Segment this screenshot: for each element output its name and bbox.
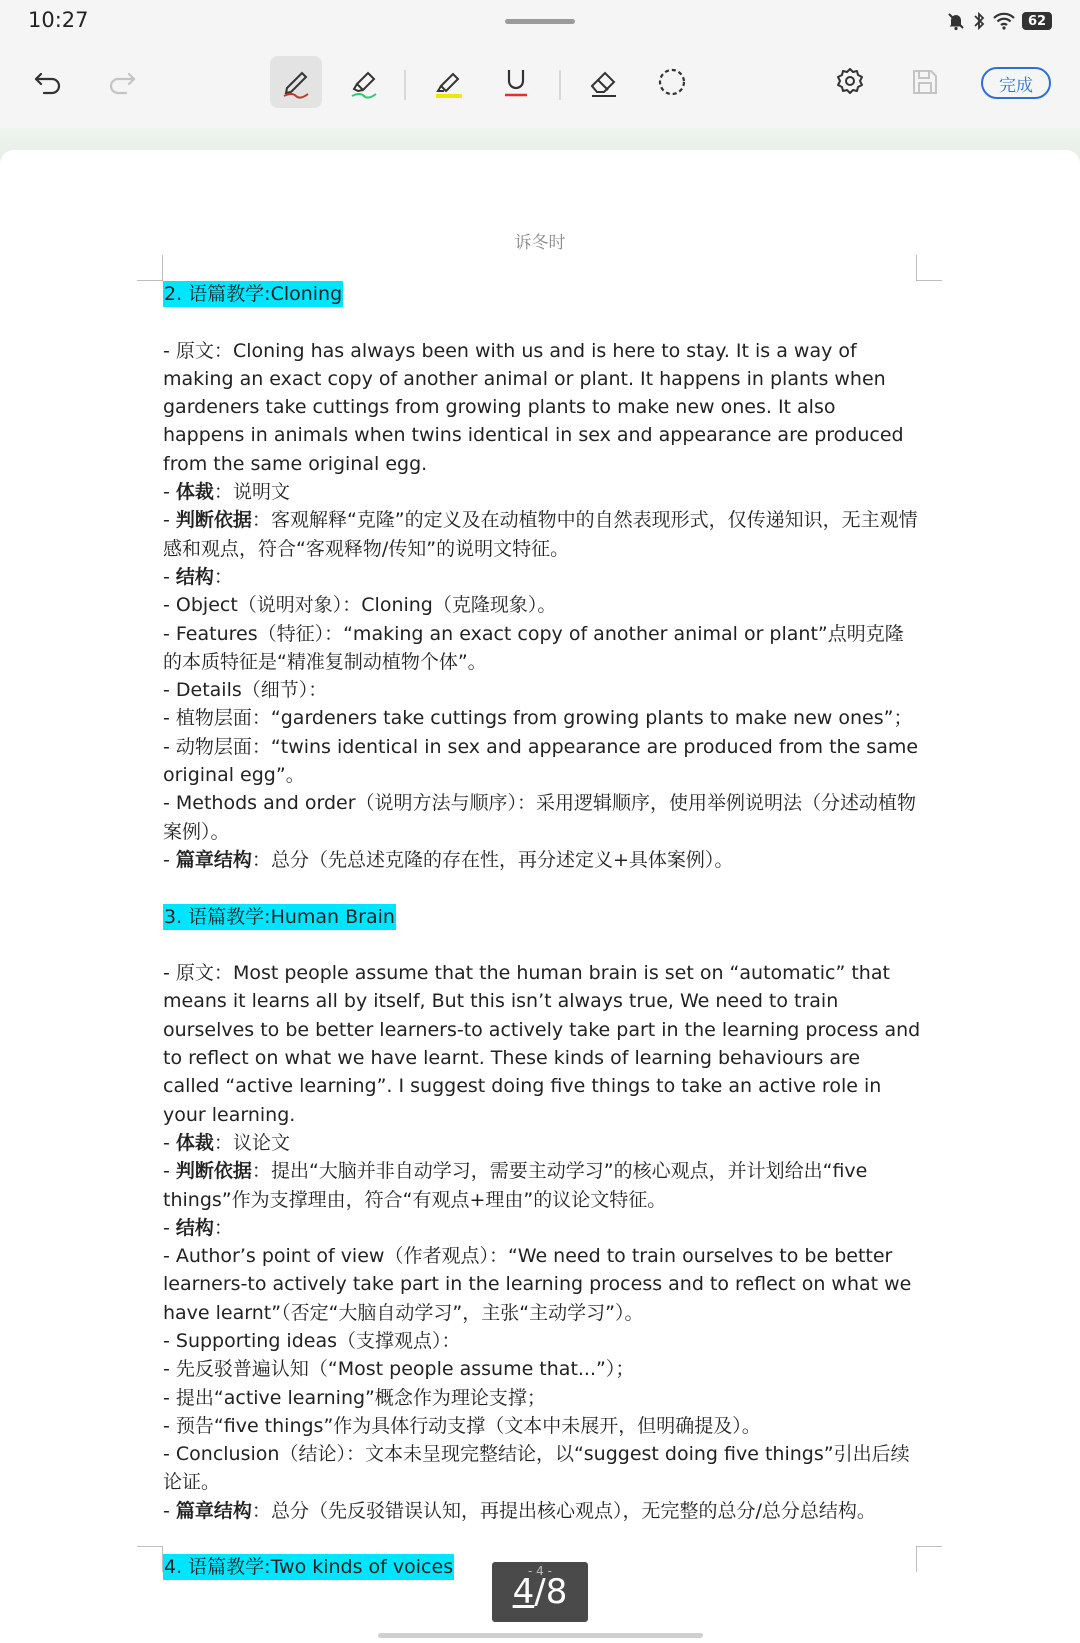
- toolbar: [0, 50, 1080, 120]
- gear-icon: [834, 66, 866, 98]
- section-title: 3. 语篇教学:Human Brain: [164, 905, 395, 928]
- home-indicator[interactable]: [378, 1633, 703, 1638]
- drag-handle[interactable]: [505, 19, 575, 24]
- section-heading: [163, 903, 921, 931]
- redo-button[interactable]: [96, 56, 148, 108]
- toolbar-divider: [404, 70, 406, 100]
- save-icon: [910, 67, 940, 97]
- status-bar: [0, 0, 1080, 44]
- bluetooth-icon: [972, 11, 986, 31]
- basis-line: - 判断依据：提出“大脑并非自动学习，需要主动学习”的核心观点，并计划给出“five things”作为支撑理由，符合“有观点+理由”的议论文特征。: [163, 1160, 868, 1211]
- page-indicator[interactable]: [492, 1562, 588, 1622]
- eraser-tool-button[interactable]: [578, 56, 630, 108]
- structure-item: - Features（特征）：“making an exact copy of another animal or plant”点明克隆的本质特征是“精准复制动植物个体”。: [163, 622, 904, 673]
- crop-mark: [137, 1546, 163, 1572]
- underline-icon: [498, 64, 534, 100]
- status-time: 10:27: [28, 8, 89, 32]
- structure-line: - 结构：: [163, 1216, 233, 1239]
- current-page: 4: [512, 1572, 535, 1612]
- original-text-paragraph: - 原文：Most people assume that the human brain is set on “automatic” that means it learns all by itself, But this isn’t always true, We need to train ourselves to be better learners-to actively take part in the learning process and to reflect on what we have learnt. These kinds of learning behaviours are called “active learning”. I suggest doing five things to take an active role in your learning.: [163, 962, 921, 1126]
- structure-item: - 先反驳普遍认知（“Most people assume that...”）；: [163, 1358, 635, 1381]
- highlighter-tool-button[interactable]: [423, 56, 475, 108]
- pen-icon: [278, 64, 314, 100]
- structure-item: - Supporting ideas（支撑观点）：: [163, 1329, 461, 1352]
- lasso-select-button[interactable]: [646, 56, 698, 108]
- structure-item: - 植物层面：“gardeners take cuttings from growing plants to make new ones”；: [163, 707, 913, 730]
- status-icons: [946, 8, 1052, 34]
- section-title: 4. 语篇教学:Two kinds of voices: [164, 1556, 454, 1579]
- redo-icon: [106, 66, 138, 98]
- undo-icon: [32, 66, 64, 98]
- section-title: 2. 语篇教学:Cloning: [164, 283, 343, 305]
- structure-item: - Object（说明对象）：Cloning（克隆现象）。: [163, 594, 557, 617]
- total-pages: 8: [545, 1572, 568, 1612]
- pen-tool-button[interactable]: [270, 56, 322, 108]
- structure-item: - 动物层面：“twins identical in sex and appearance are produced from the same original egg”。: [163, 735, 919, 787]
- discourse-line: - 篇章结构：总分（先总述克隆的存在性，再分述定义+具体案例）。: [163, 848, 734, 871]
- structure-line: - 结构：: [163, 565, 233, 588]
- toolbar-divider: [559, 70, 561, 100]
- underline-tool-button[interactable]: [490, 56, 542, 108]
- structure-item: - Conclusion（结论）：文本未呈现完整结论，以“suggest doing five things”引出后续论证。: [163, 1443, 910, 1494]
- original-text: Cloning has always been with us and is here to stay. It is a way of making an exact copy of another animal or plant. It happens in plants when gardeners take cuttings from growing plants to make new ones. It also happens in animals when twins identical in sex and appearance are produced from the same original egg.: [163, 339, 904, 475]
- page-separator: /: [534, 1572, 546, 1612]
- bell-muted-icon: [946, 11, 966, 31]
- crop-mark: [137, 255, 163, 281]
- document-content: [163, 280, 921, 1582]
- genre-line: - 体裁：议论文: [163, 1131, 290, 1154]
- genre-line: - 体裁：说明文: [163, 481, 290, 504]
- eraser-icon: [586, 64, 622, 100]
- document-header: 诉冬时: [514, 233, 566, 253]
- structure-item: - Details（细节）：: [163, 679, 328, 702]
- original-text: Most people assume that the human brain is set on “automatic” that means it learns all by itself, But this isn’t always true, We need to train ourselves to be better learners-to actively take part in the learning process and to reflect on what we have learnt. These kinds of learning behaviours are called “active learning”. I suggest doing five things to take an active role in your learning.: [163, 962, 921, 1126]
- marker-tool-button[interactable]: [338, 56, 390, 108]
- battery-icon: 62: [1022, 12, 1052, 30]
- wifi-icon: [992, 11, 1016, 31]
- settings-button[interactable]: [824, 56, 876, 108]
- lasso-icon: [654, 64, 690, 100]
- structure-item: - Methods and order（说明方法与顺序）：采用逻辑顺序，使用举例说明法（分述动植物案例）。: [163, 792, 917, 843]
- original-text-paragraph: - 原文：Cloning has always been with us and is here to stay. It is a way of making an exact copy of another animal or plant. It happens in plants when gardeners take cuttings from growing plants to make new ones. It also happens in animals when twins identical in sex and appearance are produced from the same original egg.: [163, 339, 904, 475]
- undo-button[interactable]: [22, 56, 74, 108]
- marker-icon: [346, 64, 382, 100]
- structure-item: - 预告“five things”作为具体行动支撑（文本中未展开，但明确提及）。: [163, 1414, 761, 1437]
- discourse-line: - 篇章结构：总分（先反驳错误认知，再提出核心观点），无完整的总分/总分总结构。: [163, 1499, 876, 1522]
- highlighter-icon: [431, 64, 467, 100]
- crop-mark: [916, 255, 942, 281]
- page-footer-number: - 4 -: [528, 1564, 552, 1578]
- structure-item: - Author’s point of view（作者观点）：“We need to train ourselves to be better learners-to actively take part in the learning process and to reflect on what we have learnt”（否定“大脑自动学习”，主张“主动学习”）。: [163, 1245, 912, 1324]
- structure-item: - 提出“active learning”概念作为理论支撑；: [163, 1386, 546, 1409]
- done-button[interactable]: 完成: [981, 67, 1051, 99]
- section-heading: [163, 280, 921, 308]
- basis-line: - 判断依据：客观解释“克隆”的定义及在动植物中的自然表现形式，仅传递知识，无主观情感和观点，符合“客观释物/传知”的说明文特征。: [163, 509, 918, 560]
- save-button[interactable]: [899, 56, 951, 108]
